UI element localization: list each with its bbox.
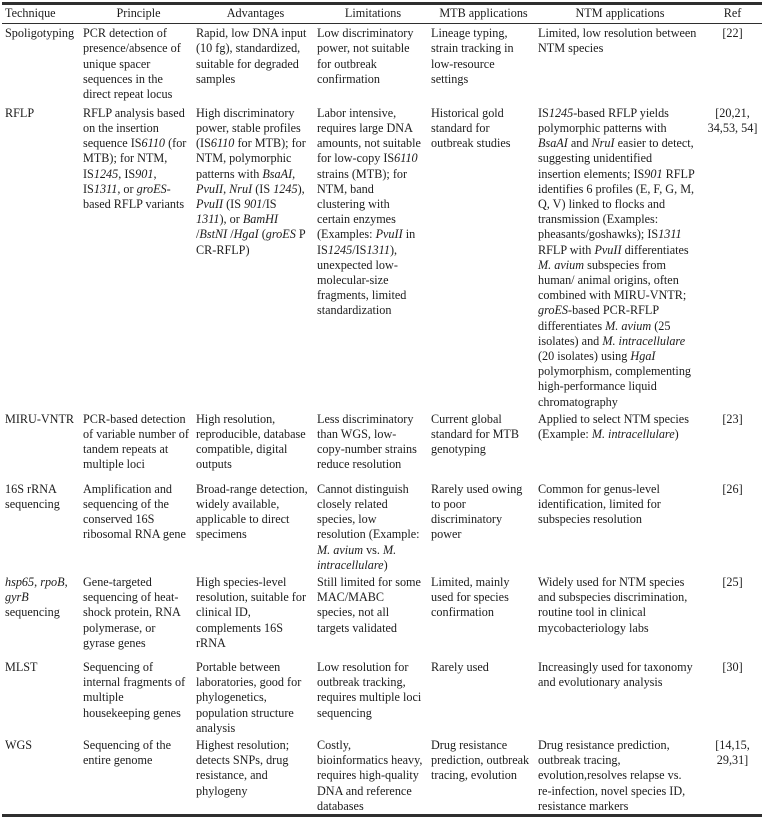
table-row-16s-rrna (2, 480, 762, 573)
table-row-wgs (2, 736, 762, 816)
technique-cell: Spoligotyping (5, 26, 75, 41)
ref-cell: [20,21, 34,53, 54] (707, 105, 758, 135)
mtb-applications-cell: Drug resistance prediction, outbreak tracing, evolution (431, 738, 530, 783)
mtb-applications-cell: Limited, mainly used for species confirmation (431, 574, 510, 620)
table-row-miru-vntr (2, 410, 762, 480)
principle-cell: PCR detection of presence/absence of unique spacer sequences in the direct repeat locus (83, 26, 181, 102)
mtb-applications-cell: Lineage typing, strain tracking in low-resource settings (431, 26, 514, 86)
table-header-row (2, 4, 762, 24)
principle-cell: Amplification and sequencing of the conserved 16S ribosomal RNA gene (83, 481, 186, 542)
limitations-cell: Low discriminatory power, not suitable for outbreak confirmation (317, 26, 414, 86)
principle-cell: Gene-targeted sequencing of heat-shock protein, RNA polymerase, or gyrase genes (83, 574, 181, 650)
advantages-cell: Broad-range detection, widely available, applicable to direct specimens (196, 481, 308, 542)
technique-cell: 16S rRNA sequencing (5, 481, 60, 511)
limitations-cell: Costly, bioinformatics heavy, requires high-quality DNA and reference databases (317, 738, 423, 813)
mtb-applications-cell: Historical gold standard for outbreak studies (431, 105, 511, 151)
col-header-limitations: Limitations (344, 6, 402, 20)
col-header-advantages: Advantages (226, 6, 285, 20)
principle-cell: Sequencing of internal fragments of multiple housekeeping genes (83, 659, 186, 720)
ntm-applications-cell: Widely used for NTM species and subspecies discrimination, routine tool in clinical mycobacteriology labs (538, 574, 688, 635)
advantages-cell: High resolution, reproducible, database compatible, digital outputs (196, 411, 306, 472)
advantages-cell: Portable between laboratories, good for phylogenetics, population structure analysis (196, 659, 302, 735)
ntm-applications-cell: Applied to select NTM species (Example: M. intracellulare) (538, 411, 689, 441)
col-header-mtb-applications: MTB applications (439, 6, 528, 20)
ref-cell: [30] (722, 659, 743, 674)
ref-cell: [22] (722, 26, 743, 41)
genotyping-methods-table (2, 2, 762, 817)
ntm-applications-cell: Limited, low resolution between NTM species (538, 26, 697, 56)
limitations-cell: Cannot distinguish closely related species, low resolution (Example: M. avium vs. M. intracellulare) (317, 481, 420, 572)
limitations-cell: Still limited for some MAC/MABC species, not all targets validated (317, 574, 421, 635)
advantages-cell: Highest resolution; detects SNPs, drug resistance, and phylogeny (196, 738, 290, 798)
col-header-technique: Technique (5, 6, 56, 20)
table-row-rflp (2, 104, 762, 410)
mtb-applications-cell: Rarely used owing to poor discriminatory power (431, 481, 523, 542)
ntm-applications-cell: Common for genus-level identification, limited for subspecies resolution (538, 481, 661, 527)
principle-cell: PCR-based detection of variable number of tandem repeats at multiple loci (83, 411, 189, 472)
technique-cell: WGS (5, 738, 33, 752)
mtb-applications-cell: Rarely used (431, 659, 489, 674)
mtb-applications-cell: Current global standard for MTB genotyping (431, 411, 520, 457)
ref-cell: [23] (722, 411, 743, 426)
ntm-applications-cell: Increasingly used for taxonomy and evolutionary analysis (538, 659, 693, 690)
ref-cell: [14,15, 29,31] (715, 738, 750, 768)
advantages-cell: High discriminatory power, stable profiles (IS6110 for MTB); for NTM, polymorphic patterns with BsaAI, PvuII, NruI (IS 1245), PvuII (IS 901/IS 1311), or BamHI /BstNI /HgaI (groES P CR-RFLP) (196, 105, 306, 257)
principle-cell: Sequencing of the entire genome (83, 738, 171, 768)
ntm-applications-cell: Drug resistance prediction, outbreak tracing, evolution,resolves relapse vs. re-infection, novel species ID, resistance markers (538, 738, 686, 813)
col-header-ntm-applications: NTM applications (575, 6, 665, 20)
table-row-mlst (2, 658, 762, 736)
ref-cell: [26] (722, 481, 743, 496)
advantages-cell: High species-level resolution, suitable for clinical ID, complements 16S rRNA (196, 574, 307, 650)
technique-cell: hsp65, rpoB, gyrB sequencing (5, 574, 68, 620)
technique-cell: MLST (5, 659, 38, 674)
table-row-spoligotyping (2, 24, 762, 104)
table-row-gene-sequencing (2, 573, 762, 658)
limitations-cell: Low resolution for outbreak tracking, requires multiple loci sequencing (317, 659, 422, 720)
ref-cell: [25] (722, 574, 743, 589)
col-header-ref: Ref (723, 6, 742, 20)
technique-cell: MIRU-VNTR (5, 411, 75, 426)
advantages-cell: Rapid, low DNA input (10 fg), standardized, suitable for degraded samples (196, 26, 307, 86)
technique-cell: RFLP (5, 105, 35, 120)
col-header-principle: Principle (116, 6, 161, 20)
principle-cell: RFLP analysis based on the insertion sequence IS6110 (for MTB); for NTM, IS1245, IS901, IS1311, or groES-based RFLP variants (83, 105, 187, 211)
limitations-cell: Less discriminatory than WGS, low-copy-number strains reduce resolution (317, 411, 417, 472)
ntm-applications-cell: IS1245-based RFLP yields polymorphic patterns with BsaAI and NruI easier to detect, suggesting unidentified insertion elements; IS901 RFLP identifies 6 profiles (E, F, G, M, Q, V) linked to flocks and transmission (Examples: pheasants/goshawks); IS1311 RFLP with PvuII differentiates M. avium subspecies from human/ animal origins, often combined with MIRU-VNTR; groES-based PCR-RFLP differentiates M. avium (25 isolates) and M. intracellulare (20 isolates) using HgaI polymorphism, complementing high-performance liquid chromatography (538, 105, 695, 409)
limitations-cell: Labor intensive, requires large DNA amounts, not suitable for low-copy IS6110 strains (MTB); for NTM, band clustering with certain enzymes (Examples: PvuII in IS1245/IS1311), unexpected low-molecular-size fragments, limited standardization (317, 105, 421, 318)
